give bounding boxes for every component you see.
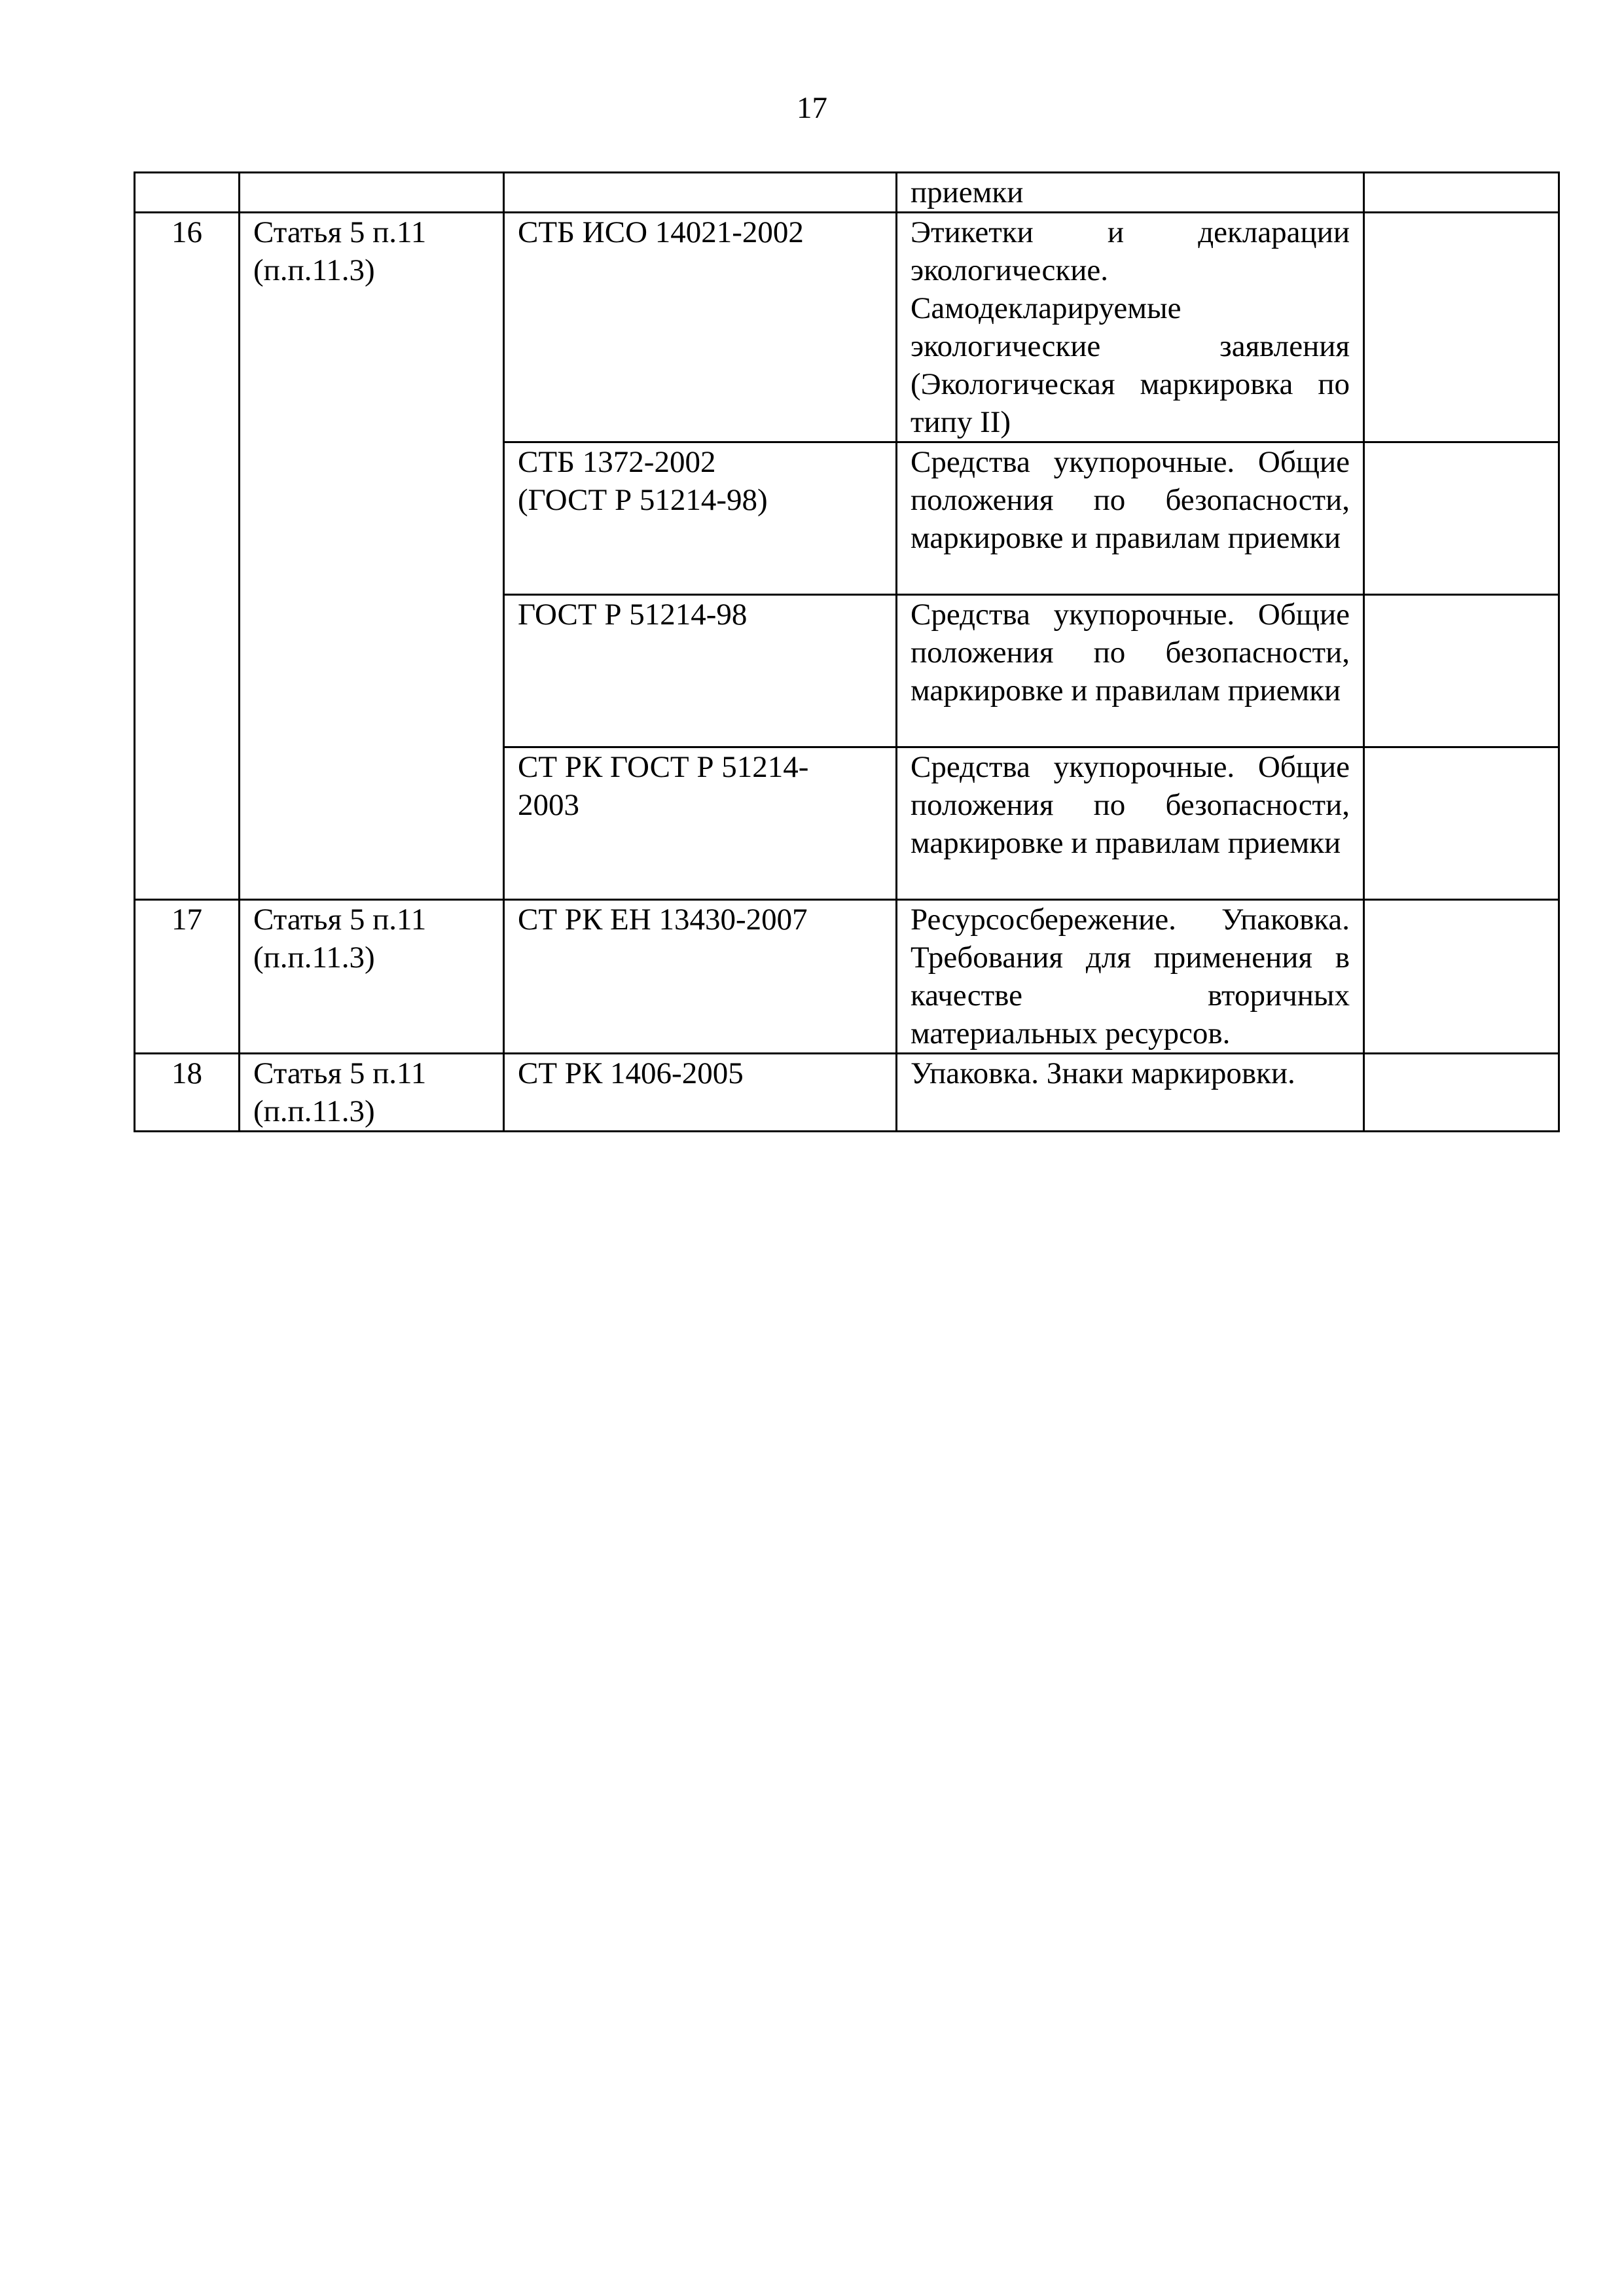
standards-table — [134, 171, 1560, 1132]
cell-notes — [1364, 442, 1559, 595]
article-line: (п.п.11.3) — [253, 253, 375, 287]
cell-standard — [504, 173, 897, 213]
cell-description: Этикетки и декларации экологические. Самодекларируемые экологические заявления (Экологическая маркировка по типу II) — [897, 213, 1364, 442]
cell-description: Средства укупорочные. Общие положения по безопасности, маркировке и правилам приемки — [897, 747, 1364, 900]
article-line: Статья 5 п.11 — [253, 1056, 427, 1090]
standard-code: (ГОСТ Р 51214-98) — [518, 483, 768, 517]
page-number: 17 — [797, 91, 827, 125]
cell-article — [240, 173, 504, 213]
cell-description: Средства укупорочные. Общие положения по безопасности, маркировке и правилам приемки — [897, 595, 1364, 747]
standard-code: СТБ ИСО 14021-2002 — [518, 215, 804, 249]
cell-num: 16 — [135, 213, 240, 900]
standard-code: СТ РК ЕН 13430-2007 — [518, 903, 808, 937]
cell-num: 17 — [135, 900, 240, 1054]
table-row — [135, 213, 1559, 442]
cell-standard — [504, 213, 897, 442]
cell-article — [240, 900, 504, 1054]
cell-notes — [1364, 213, 1559, 442]
cell-num — [135, 173, 240, 213]
cell-standard — [504, 747, 897, 900]
cell-description: Средства укупорочные. Общие положения по безопасности, маркировке и правилам приемки — [897, 442, 1364, 595]
table-row — [135, 1054, 1559, 1132]
cell-description: Ресурсосбережение. Упаковка. Требования для применения в качестве вторичных материальных ресурсов. — [897, 900, 1364, 1054]
cell-standard — [504, 900, 897, 1054]
article-line: Статья 5 п.11 — [253, 215, 427, 249]
cell-description: приемки — [897, 173, 1364, 213]
cell-standard — [504, 1054, 897, 1132]
cell-standard — [504, 595, 897, 747]
cell-notes — [1364, 595, 1559, 747]
cell-num: 18 — [135, 1054, 240, 1132]
cell-notes — [1364, 1054, 1559, 1132]
article-line: (п.п.11.3) — [253, 941, 375, 975]
cell-description: Упаковка. Знаки маркировки. — [897, 1054, 1364, 1132]
standard-code: ГОСТ Р 51214-98 — [518, 598, 748, 632]
table-row-continuation — [135, 173, 1559, 213]
cell-standard — [504, 442, 897, 595]
article-line: Статья 5 п.11 — [253, 903, 427, 937]
standard-code: СТБ 1372-2002 — [518, 445, 716, 479]
cell-article — [240, 213, 504, 900]
cell-notes — [1364, 747, 1559, 900]
cell-notes — [1364, 900, 1559, 1054]
cell-notes — [1364, 173, 1559, 213]
cell-article — [240, 1054, 504, 1132]
standard-code: СТ РК 1406-2005 — [518, 1056, 744, 1090]
standard-code: СТ РК ГОСТ Р 51214- — [518, 750, 809, 784]
standard-code: 2003 — [518, 788, 579, 822]
table-row — [135, 900, 1559, 1054]
article-line: (п.п.11.3) — [253, 1094, 375, 1128]
